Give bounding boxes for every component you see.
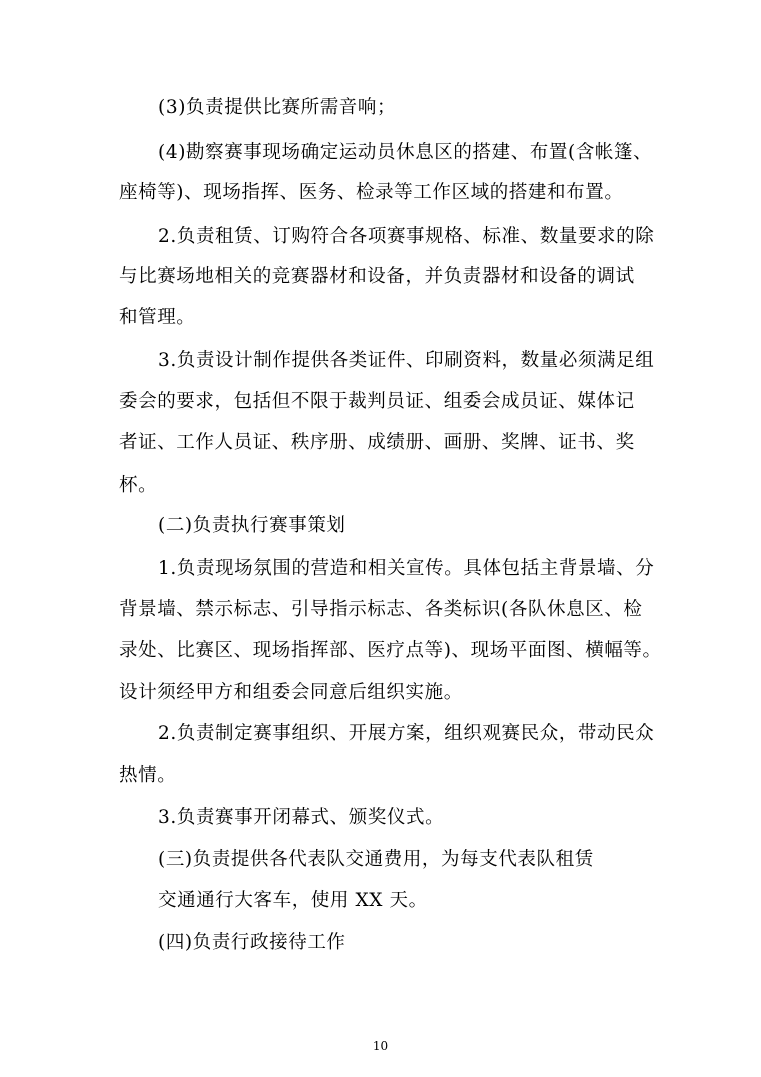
text-line: 与比赛场地相关的竞赛器材和设备，并负责器材和设备的调试 (119, 266, 635, 287)
text-line: 背景墙、禁示标志、引导指示标志、各类标识(各队休息区、检 (119, 599, 643, 620)
text-line: 座椅等)、现场指挥、医务、检录等工作区域的搭建和布置。 (119, 182, 624, 203)
text-line: 委会的要求，包括但不限于裁判员证、组委会成员证、媒体记 (119, 391, 635, 412)
text-line: (4)勘察赛事现场确定运动员休息区的搭建、布置(含帐篷、 (158, 142, 653, 163)
text-line: 录处、比赛区、现场指挥部、医疗点等)、现场平面图、横幅等。 (119, 640, 662, 661)
text-line: 热情。 (119, 765, 177, 786)
text-line: (3)负责提供比赛所需音响； (158, 97, 397, 118)
section-heading: (三)负责提供各代表队交通费用，为每支代表队租赁 (158, 849, 594, 870)
section-heading: (四)负责行政接待工作 (158, 932, 346, 953)
text-line: 设计须经甲方和组委会同意后组织实施。 (119, 682, 463, 703)
text-line: 者证、工作人员证、秩序册、成绩册、画册、奖牌、证书、奖 (119, 432, 635, 453)
text-line: 1.负责现场氛围的营造和相关宣传。具体包括主背景墙、分 (158, 558, 655, 579)
text-line: 2.负责租赁、订购符合各项赛事规格、标准、数量要求的除 (158, 226, 655, 247)
text-line: 3.负责赛事开闭幕式、颁奖仪式。 (158, 807, 445, 828)
text-line: 杯。 (119, 475, 158, 496)
text-line: 和管理。 (119, 307, 196, 328)
text-line: 2.负责制定赛事组织、开展方案，组织观赛民众，带动民众 (158, 723, 655, 744)
text-line: 交通通行大客车，使用 XX 天。 (158, 890, 428, 911)
text-line: 3.负责设计制作提供各类证件、印刷资料，数量必须满足组 (158, 350, 655, 371)
section-heading: (二)负责执行赛事策划 (158, 515, 346, 536)
page-number: 10 (372, 1039, 389, 1053)
